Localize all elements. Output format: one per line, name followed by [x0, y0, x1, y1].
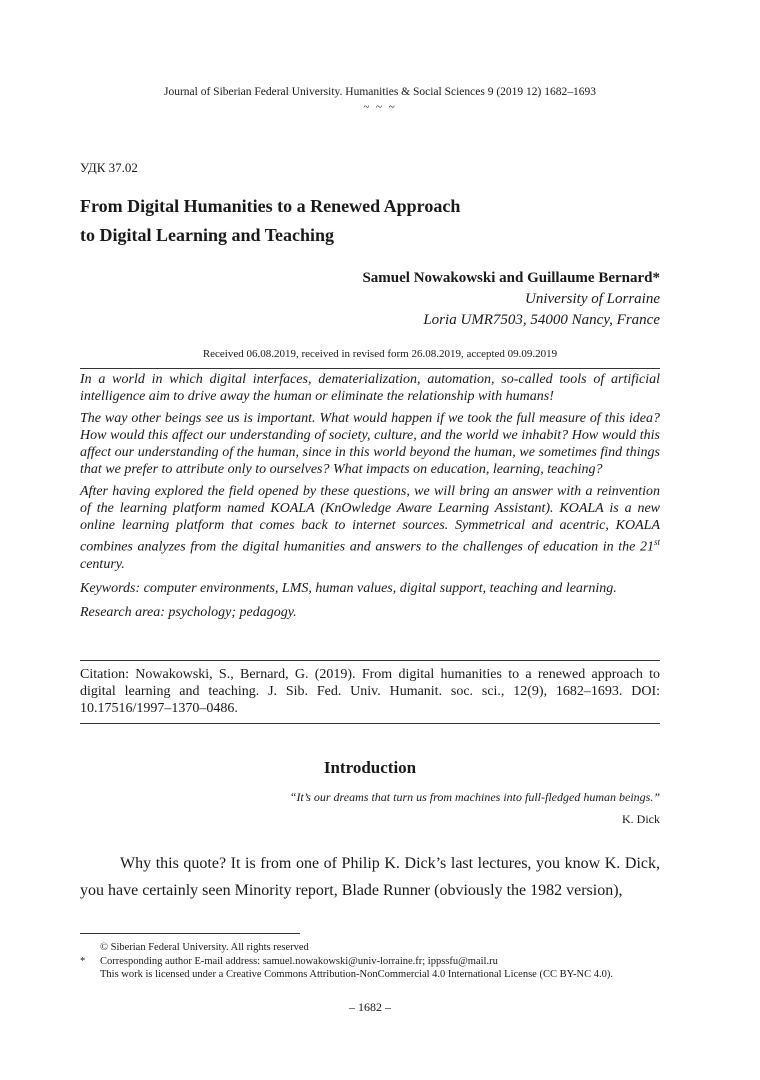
epigraph-quote: “It’s our dreams that turn us from machines into full-fledged human beings.”: [289, 790, 660, 804]
abstract-paragraph-3-end: century.: [80, 556, 125, 572]
journal-header: Journal of Siberian Federal University. Humanities & Social Sciences 9 (2019 12) 1682–1693: [163, 86, 597, 98]
abstract-paragraph-2: The way other beings see us is important. What would happen if we took the full measure of this idea? How would this affect our understanding of society, culture, and the world we inhabit? How would this affect our understanding of the human, since in this world beyond the human, we sometimes find things that we prefer to attribute only to ourselves? What impacts on education, learning, teaching?: [80, 411, 660, 477]
footnotes: [80, 941, 680, 982]
udk-code: УДК 37.02: [80, 160, 138, 175]
abstract-paragraph-1: In a world in which digital interfaces, dematerialization, automation, so-called tools of artificial intelligence aim to drive away the human or eliminate the relationship with humans!: [80, 372, 660, 404]
page-number: – 1682 –: [349, 1000, 391, 1014]
section-heading-introduction: Introduction: [323, 758, 417, 777]
title-line-2: to Digital Learning and Teaching: [80, 225, 335, 245]
affiliation-lab: Loria UMR7503, 54000 Nancy, France: [423, 312, 660, 328]
affiliation-university: University of Lorraine: [525, 291, 660, 307]
research-area: Research area: psychology; pedagogy.: [80, 604, 297, 620]
citation-bottom-rule: [80, 723, 660, 724]
citation-top-rule: [80, 660, 660, 661]
received-dates: Received 06.08.2019, received in revised form 26.08.2019, accepted 09.09.2019: [202, 348, 558, 360]
ordinal-suffix: st: [653, 537, 660, 547]
abstract-paragraph-3: [80, 483, 660, 573]
footnote-license-text: This work is licensed under a Creative Commons Attribution-NonCommercial 4.0 International License (CC BY-NC 4.0).: [100, 969, 613, 980]
abstract: [80, 371, 660, 626]
author-names: Samuel Nowakowski and Guillaume Bernard*: [362, 270, 660, 286]
footnote-corresponding: [80, 955, 680, 969]
author-block: [362, 268, 660, 331]
epigraph-author: K. Dick: [622, 812, 660, 826]
footnote-rule: [80, 933, 300, 934]
footnote-star: *: [80, 955, 86, 967]
citation: Citation: Nowakowski, S., Bernard, G. (2019). From digital humanities to a renewed approach to digital learning and teaching. J. Sib. Fed. Univ. Humanit. soc. sci., 12(9), 1682–1693. DOI: 10.17516/1997–1370–0486.: [80, 667, 660, 716]
keywords: Keywords: computer environments, LMS, human values, digital support, teaching and learning.: [80, 580, 617, 596]
body-paragraph: Why this quote? It is from one of Philip K. Dick’s last lectures, you know K. Dick, you have certainly seen Minority report, Blade Runner (obviously the 1982 version),: [80, 855, 660, 899]
abstract-paragraph-3-text: After having explored the field opened by these questions, we will bring an answer with a reinvention of the learning platform named KOALA (KnOwledge Aware Learning Assistant). KOALA is a new online learning platform that comes back to internet sources. Symmetrical and acentric, KOALA combines analyzes from the digital humanities and answers to the challenges of education in the 21: [80, 484, 660, 555]
footnote-corresponding-text: Corresponding author E-mail address: samuel.nowakowski@univ-lorraine.fr; ippssfu@mail.ru: [100, 955, 498, 967]
header-ornament: ~ ~ ~: [363, 101, 397, 113]
paper-title: [80, 192, 680, 250]
title-line-1: From Digital Humanities to a Renewed Approach: [80, 196, 461, 216]
footnote-copyright-text: © Siberian Federal University. All rights reserved: [100, 942, 309, 953]
footnote-copyright: [80, 941, 680, 955]
footnote-license: [80, 968, 680, 982]
abstract-top-rule: [80, 368, 660, 369]
